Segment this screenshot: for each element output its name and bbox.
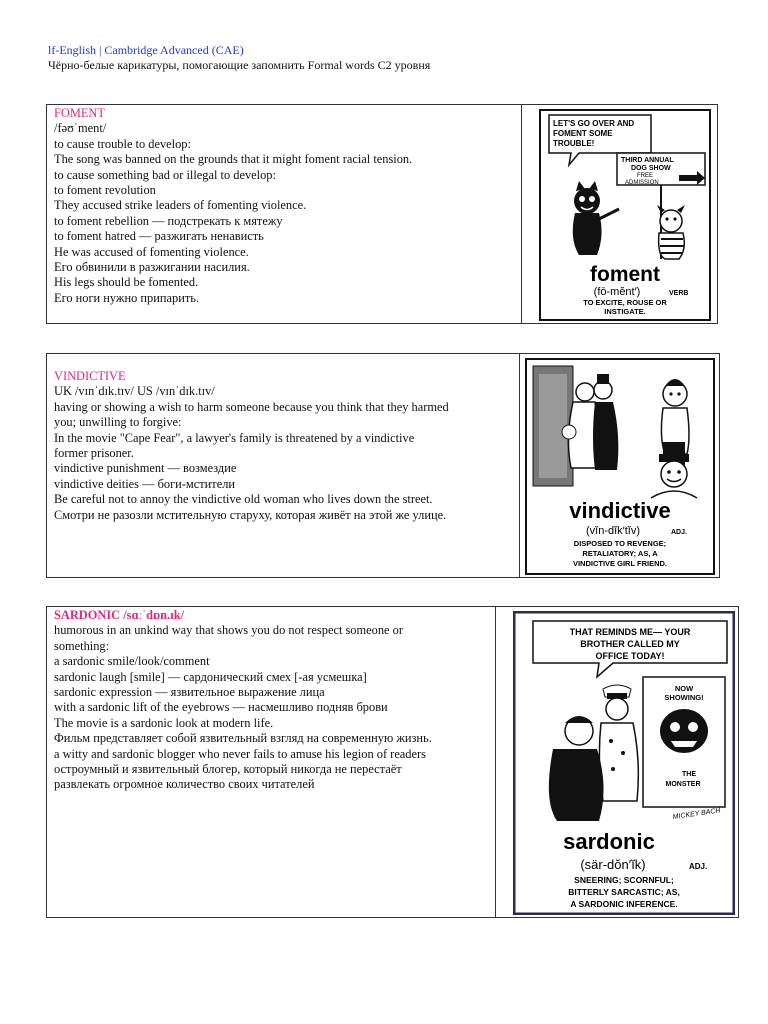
cartoon-pos: VERB [669,290,689,297]
entry-line: vindictive punishment — возмездие [54,461,237,476]
speech-line: BROTHER CALLED MY [580,639,680,649]
entry-line: Его ноги нужно припарить. [54,290,199,305]
sign-line: FREE [637,173,654,179]
sign-line: ADMISSION [625,180,659,186]
sign-line: THIRD ANNUAL [621,157,674,164]
cartoon-def: A SARDONIC INFERENCE. [570,899,678,909]
speech-line: FOMENT SOME [553,129,613,138]
signature: MICKEY BACH [672,807,721,821]
cartoon-def: SNEERING; SCORNFUL; [574,875,674,885]
entry-line: In the movie "Cape Fear", a lawyer's family is threatened by a vindictive [54,430,415,445]
card-sardonic [46,606,739,918]
monster-illustration [660,709,708,753]
entry-line: развлекать огромное количество своих читателей [54,777,315,792]
entry-line: The movie is a sardonic look at modern life. [54,715,274,730]
speech-line: LET'S GO OVER AND [553,119,635,128]
entry-line: to foment hatred — разжигать ненависть [54,229,264,244]
entry-line: having or showing a wish to harm someone because you think that they harmed [54,399,449,414]
entry-line: to cause something bad or illegal to develop: [54,167,276,182]
headword-word: SARDONIC [54,608,121,622]
entry-line: to foment revolution [54,183,156,198]
entry-line: /fəʊˈment/ [54,121,107,136]
headword: VINDICTIVE [54,369,126,383]
speech-line: TROUBLE! [553,139,595,148]
card-divider [519,354,520,577]
entry-line: to foment rebellion — подстрекать к мятежу [54,213,283,228]
entry-line: vindictive deities — боги-мстители [54,476,236,491]
entry-line: to cause trouble to develop: [54,136,191,151]
entry-line: sardonic laugh [smile] — сардонический смех [-ая усмешка] [54,669,367,684]
headword: FOMENT [54,106,105,120]
cartoon-pronunciation: (fō-mĕnt′) [593,286,641,298]
header-title: lf-English | Cambridge Advanced (CAE) [48,43,244,57]
cartoon-sardonic [513,611,735,915]
cartoon-word: sardonic [563,829,655,854]
cartoon-pronunciation: (sär-dŏn′ĭk) [580,857,646,872]
poster-line: NOW [674,684,694,693]
entry-line: Фильм представляет собой язвительный взгляд на современную жизнь. [54,731,432,746]
cartoon-def: RETALIATORY; AS, A [582,549,658,558]
card-text [54,608,432,793]
entry-line: you; unwilling to forgive: [54,415,182,430]
speech-line: OFFICE TODAY! [595,651,665,661]
entry-line: with a sardonic lift of the eyebrows — насмешливо подняв брови [54,700,388,715]
headword [54,608,432,623]
card-text [54,369,449,523]
entry-line: Смотри не разозли мстительную старуху, которая живёт на этой же улице. [54,507,447,522]
cartoon-vindictive [525,358,715,575]
poster-line: SHOWING! [664,693,704,702]
cartoon-pos: ADJ. [689,862,708,871]
card-divider [521,105,522,323]
entry-line: a witty and sardonic blogger who never fails to amuse his legion of readers [54,746,426,761]
cartoon-pos: ADJ. [671,529,687,536]
entry-line: The song was banned on the grounds that it might foment racial tension. [54,152,413,167]
cartoon-pronunciation: (vĭn-dĭk′tĭv) [585,525,641,537]
entry-line: He was accused of fomenting violence. [54,244,249,259]
entry-line: UK /vɪnˈdɪk.tɪv/ US /vɪnˈdɪk.tɪv/ [54,384,215,399]
cartoon-def: VINDICTIVE GIRL FRIEND. [572,559,668,568]
cartoon-word: vindictive [569,498,671,523]
card-foment [46,104,718,324]
cartoon-def: BITTERLY SARCASTIC; AS, [568,887,680,897]
headword-pronunciation: /sɑːˈdɒn.ɪk/ [123,608,185,622]
entry-line: sardonic expression — язвительное выражение лица [54,685,325,700]
entry-line: humorous in an unkind way that shows you do not respect someone or [54,623,403,638]
speech-line: THAT REMINDS ME— YOUR [569,627,691,637]
entry-line: They accused strike leaders of fomenting violence. [54,198,307,213]
entry-line: a sardonic smile/look/comment [54,654,210,669]
cartoon-def: DISPOSED TO REVENGE; [573,539,667,548]
entry-line: something: [54,638,110,653]
card-vindictive [46,353,720,578]
entry-line: остроумный и язвительный блогер, который никогда не перестаёт [54,762,402,777]
sign-line: DOG SHOW [631,165,671,172]
card-text [54,106,412,306]
entry-line: Его обвинили в разжигании насилия. [54,260,250,275]
cartoon-foment [539,109,711,321]
cartoon-word: foment [590,263,660,286]
entry-line: His legs should be fomented. [54,275,199,290]
poster-line: MONSTER [665,781,701,788]
cartoon-def: TO EXCITE, ROUSE OR [583,298,667,307]
entry-line: former prisoner. [54,446,134,461]
entry-line: Be careful not to annoy the vindictive old woman who lives down the street. [54,492,433,507]
card-divider [495,607,496,917]
header-subtitle: Чёрно-белые карикатуры, помогающие запомнить Formal words C2 уровня [48,58,431,72]
poster-line: THE [682,771,696,778]
cartoon-def: INSTIGATE. [604,307,646,316]
